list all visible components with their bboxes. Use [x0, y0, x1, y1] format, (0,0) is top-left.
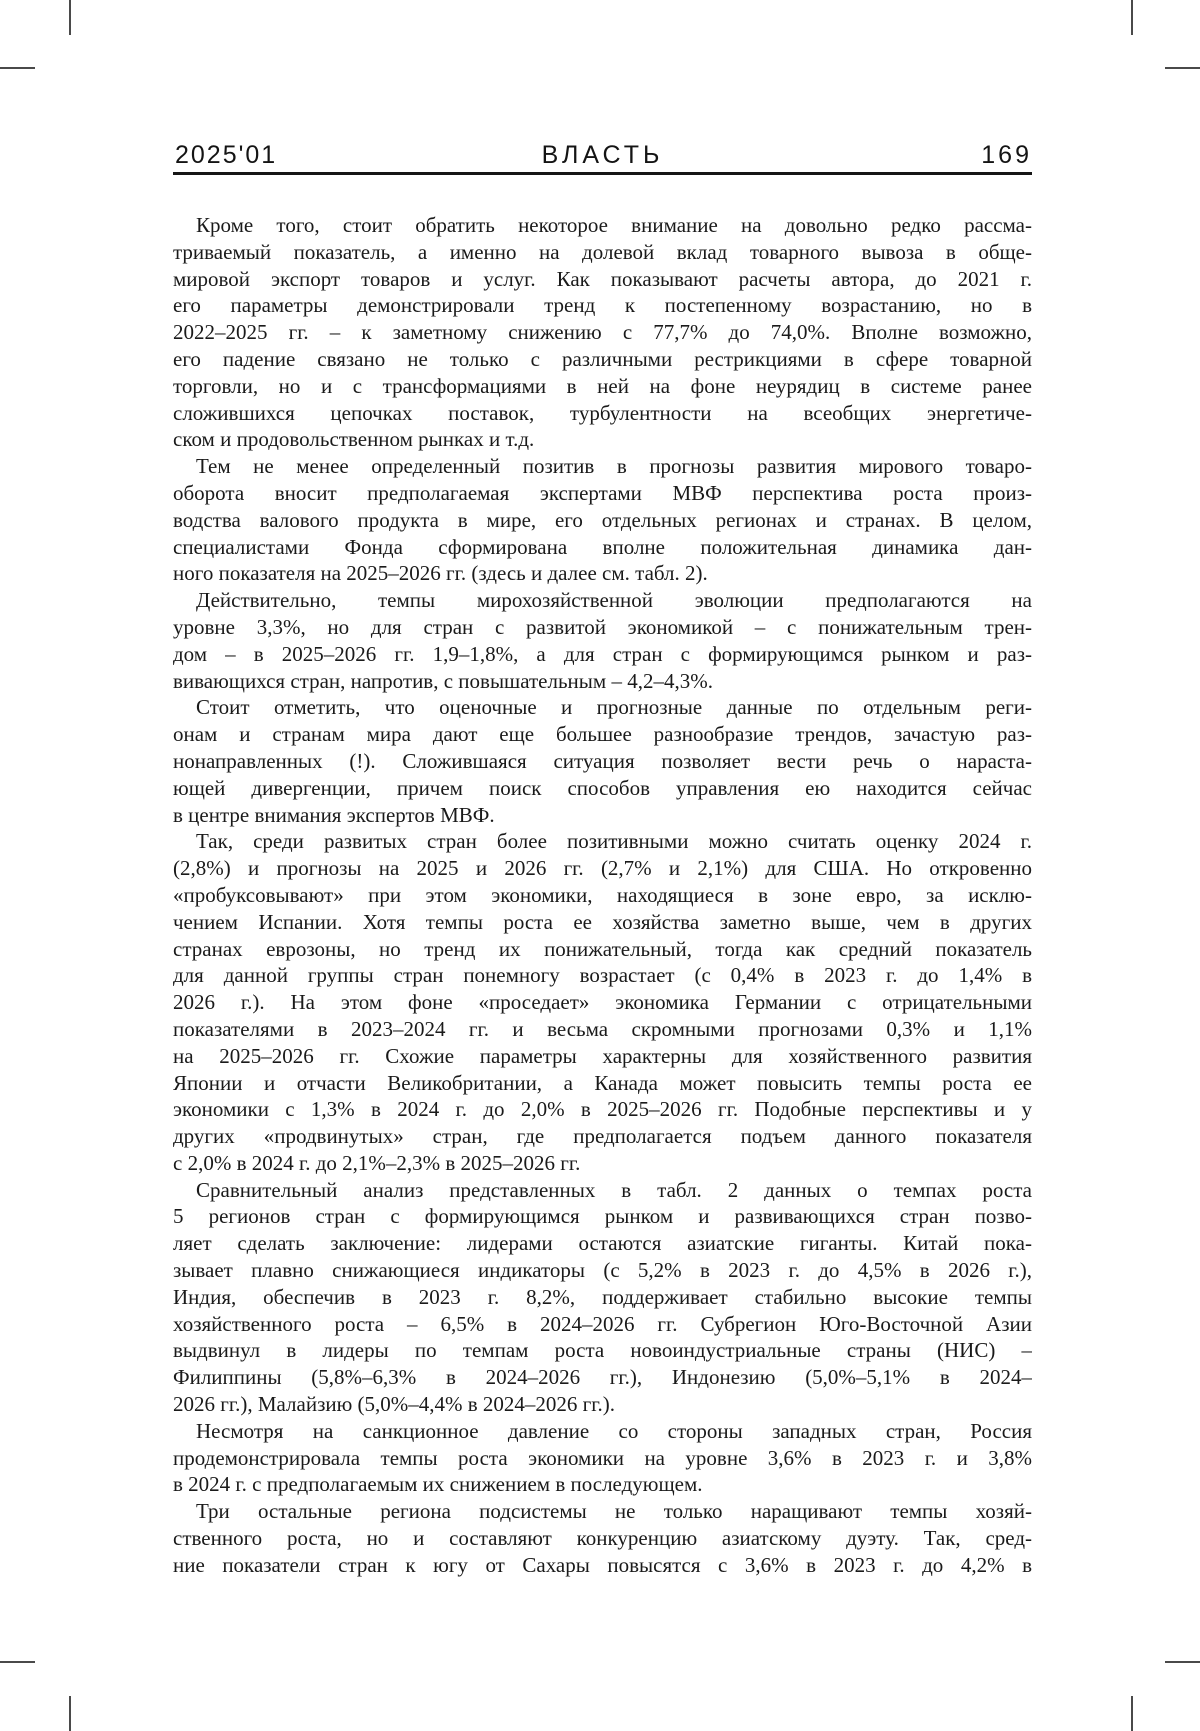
text-line: сложившихся цепочках поставок, турбулентности на всеобщих энергетиче- — [173, 400, 1032, 425]
paragraph — [173, 1177, 1032, 1418]
text-line: для данной группы стран понемногу возрастает (с 0,4% в 2023 г. до 1,4% в — [173, 963, 1032, 988]
text-line: Кроме того, стоит обратить некоторое внимание на довольно редко рассма- — [196, 213, 1032, 237]
text-line: «пробуксовывают» при этом экономики, находящиеся в зоне евро, за исклю- — [173, 882, 1032, 907]
crop-mark-top-right-horizontal — [1165, 67, 1200, 69]
running-head — [173, 140, 1032, 170]
text-line: зывает плавно снижающиеся индикаторы (с 5,2% в 2023 г. до 4,5% в 2026 г.), — [173, 1258, 1032, 1283]
text-line: онам и странам мира дают еще большее разнообразие трендов, зачастую раз- — [173, 722, 1032, 747]
text-line: торговли, но и с трансформациями в ней на фоне неурядиц в системе ранее — [173, 373, 1032, 398]
text-line: в центре внимания экспертов МВФ. — [173, 802, 495, 827]
text-line: ного показателя на 2025–2026 гг. (здесь и далее см. табл. 2). — [173, 561, 708, 586]
header-rule — [173, 172, 1032, 175]
text-line: ственного роста, но и составляют конкуренцию азиатскому дуэту. Так, сред- — [173, 1526, 1032, 1551]
text-line: мировой экспорт товаров и услуг. Как показывают расчеты автора, до 2021 г. — [173, 266, 1032, 291]
text-line: продемонстрировала темпы роста экономики на уровне 3,6% в 2023 г. и 3,8% — [173, 1445, 1032, 1470]
page-number: 169 — [981, 141, 1032, 169]
text-line: 2026 гг.), Малайзию (5,0%–4,4% в 2024–2026 гг.). — [173, 1392, 616, 1417]
text-line: уровне 3,3%, но для стран с развитой экономикой – с понижательным трен- — [173, 614, 1032, 639]
paragraph — [173, 694, 1032, 828]
text-line: ющей дивергенции, причем поиск способов управления ею находится сейчас — [173, 775, 1032, 800]
paragraph — [173, 212, 1032, 453]
text-line: специалистами Фонда сформирована вполне положительная динамика дан- — [173, 534, 1032, 559]
paragraph — [173, 828, 1032, 1176]
text-line: 2022–2025 гг. – к заметному снижению с 77,7% до 74,0%. Вполне возможно, — [173, 320, 1032, 345]
paragraph — [173, 1498, 1032, 1578]
text-line: Три остальные региона подсистемы не только наращивают темпы хозяй- — [196, 1499, 1032, 1524]
article-body — [173, 212, 1032, 1579]
text-line: Сравнительный анализ представленных в табл. 2 данных о темпах роста — [196, 1177, 1032, 1202]
paragraph — [173, 587, 1032, 694]
text-line: 5 регионов стран с формирующимся рынком и развивающихся стран позво- — [173, 1204, 1032, 1229]
paragraph — [173, 453, 1032, 587]
text-line: триваемый показатель, а именно на долевой вклад товарного вывоза в обще- — [173, 239, 1032, 264]
text-line: вивающихся стран, напротив, с повышательным – 4,2–4,3%. — [173, 668, 713, 693]
text-line: водства валового продукта в мире, его отдельных регионах и странах. В целом, — [173, 507, 1032, 532]
text-line: с 2,0% в 2024 г. до 2,1%–2,3% в 2025–2026 гг. — [173, 1150, 581, 1175]
text-line: экономики с 1,3% в 2024 г. до 2,0% в 2025–2026 гг. Подобные перспективы и у — [173, 1097, 1032, 1122]
text-line: Так, среди развитых стран более позитивными можно считать оценку 2024 г. — [196, 829, 1032, 854]
text-line: чением Испании. Хотя темпы роста ее хозяйства заметно выше, чем в других — [173, 909, 1032, 934]
text-line: других «продвинутых» стран, где предполагается подъем данного показателя — [173, 1124, 1032, 1149]
text-line: его падение связано не только с различными рестрикциями в сфере товарной — [173, 346, 1032, 371]
crop-mark-top-right-vertical — [1131, 0, 1133, 35]
text-line: показателями в 2023–2024 гг. и весьма скромными прогнозами 0,3% и 1,1% — [173, 1016, 1032, 1041]
text-line: Тем не менее определенный позитив в прогнозы развития мирового товаро- — [196, 454, 1032, 479]
text-line: дом – в 2025–2026 гг. 1,9–1,8%, а для стран с формирующимся рынком и раз- — [173, 641, 1032, 666]
crop-mark-bottom-right-vertical — [1131, 1696, 1133, 1731]
text-line: Несмотря на санкционное давление со стороны западных стран, Россия — [196, 1418, 1032, 1443]
text-line: странах еврозоны, но тренд их понижательный, тогда как средний показатель — [173, 936, 1032, 961]
text-line: хозяйственного роста – 6,5% в 2024–2026 гг. Субрегион Юго-Восточной Азии — [173, 1311, 1032, 1336]
text-line: Филиппины (5,8%–6,3% в 2024–2026 гг.), Индонезию (5,0%–5,1% в 2024– — [173, 1365, 1032, 1390]
paragraph — [173, 1418, 1032, 1498]
text-line: оборота вносит предполагаемая экспертами МВФ перспектива роста произ- — [173, 480, 1032, 505]
crop-mark-bottom-left-horizontal — [0, 1661, 35, 1663]
crop-mark-bottom-left-vertical — [69, 1696, 71, 1731]
text-line: ляет сделать заключение: лидерами остаются азиатские гиганты. Китай пока- — [173, 1231, 1032, 1256]
journal-title: ВЛАСТЬ — [541, 141, 664, 169]
text-line: нонаправленных (!). Сложившаяся ситуация позволяет вести речь о нараста- — [173, 748, 1032, 773]
text-line: Стоит отметить, что оценочные и прогнозные данные по отдельным реги- — [196, 695, 1032, 720]
text-line: Индия, обеспечив в 2023 г. 8,2%, поддерживает стабильно высокие темпы — [173, 1284, 1032, 1309]
text-line: в 2024 г. с предполагаемым их снижением в последующем. — [173, 1472, 703, 1497]
text-line: ние показатели стран к югу от Сахары повысятся с 3,6% в 2023 г. до 4,2% в — [173, 1552, 1032, 1577]
text-line: Действительно, темпы мирохозяйственной эволюции предполагаются на — [196, 588, 1032, 613]
issue-label: 2025'01 — [175, 141, 278, 169]
text-line: (2,8%) и прогнозы на 2025 и 2026 гг. (2,7% и 2,1%) для США. Но откровенно — [173, 856, 1032, 881]
crop-mark-top-left-horizontal — [0, 67, 35, 69]
text-line: на 2025–2026 гг. Схожие параметры характерны для хозяйственного развития — [173, 1043, 1032, 1068]
crop-mark-top-left-vertical — [69, 0, 71, 35]
text-line: его параметры демонстрировали тренд к постепенному возрастанию, но в — [173, 293, 1032, 318]
crop-mark-bottom-right-horizontal — [1165, 1661, 1200, 1663]
text-line: 2026 г.). На этом фоне «проседает» экономика Германии с отрицательными — [173, 990, 1032, 1015]
text-line: выдвинул в лидеры по темпам роста новоиндустриальные страны (НИС) – — [173, 1338, 1032, 1363]
text-line: ском и продовольственном рынках и т.д. — [173, 427, 535, 452]
text-line: Японии и отчасти Великобритании, а Канада может повысить темпы роста ее — [173, 1070, 1032, 1095]
